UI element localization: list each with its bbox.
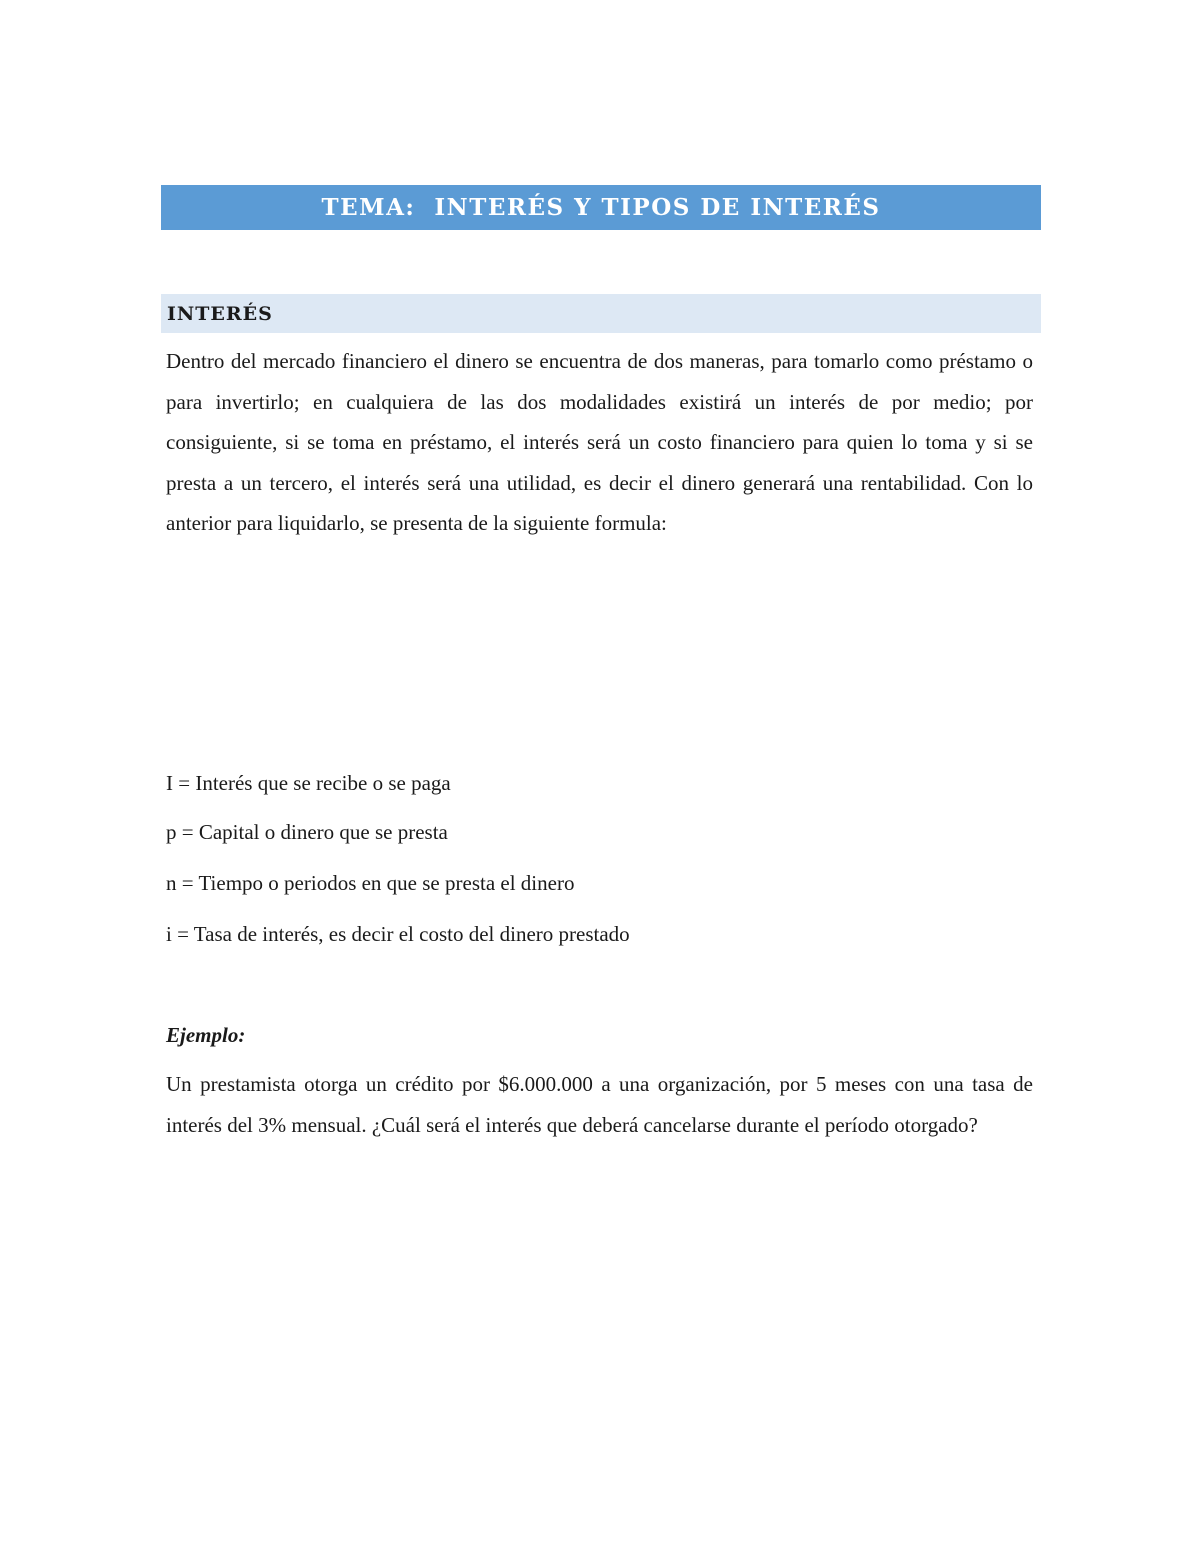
definition-rate: i = Tasa de interés, es decir el costo del dinero prestado (166, 922, 630, 946)
definition-time: n = Tiempo o periodos en que se presta el dinero (166, 871, 575, 895)
definition-interest: I = Interés que se recibe o se paga (166, 771, 451, 795)
example-paragraph: Un prestamista otorga un crédito por $6.000.000 a una organización, por 5 meses con una tasa de interés del 3% mensual. ¿Cuál será el interés que deberá cancelarse durante el período otorgado? (166, 1072, 1033, 1137)
intro-paragraph: Dentro del mercado financiero el dinero se encuentra de dos maneras, para tomarlo como préstamo o para invertirlo; en cualquiera de las dos modalidades existirá un interés de por medio; por consiguiente, si se toma en préstamo, el interés será un costo financiero para quien lo toma y si se presta a un tercero, el interés será una utilidad, es decir el dinero generará una rentabilidad. Con lo anterior para liquidarlo, se presenta de la siguiente formula: (166, 349, 1033, 535)
definition-capital: p = Capital o dinero que se presta (166, 820, 448, 844)
title-banner (161, 185, 1041, 230)
section-heading-bar (161, 294, 1041, 333)
example-label: Ejemplo: (166, 1023, 246, 1047)
section-heading: INTERÉS (167, 302, 273, 325)
page-title: TEMA: INTERÉS Y TIPOS DE INTERÉS (321, 194, 881, 221)
